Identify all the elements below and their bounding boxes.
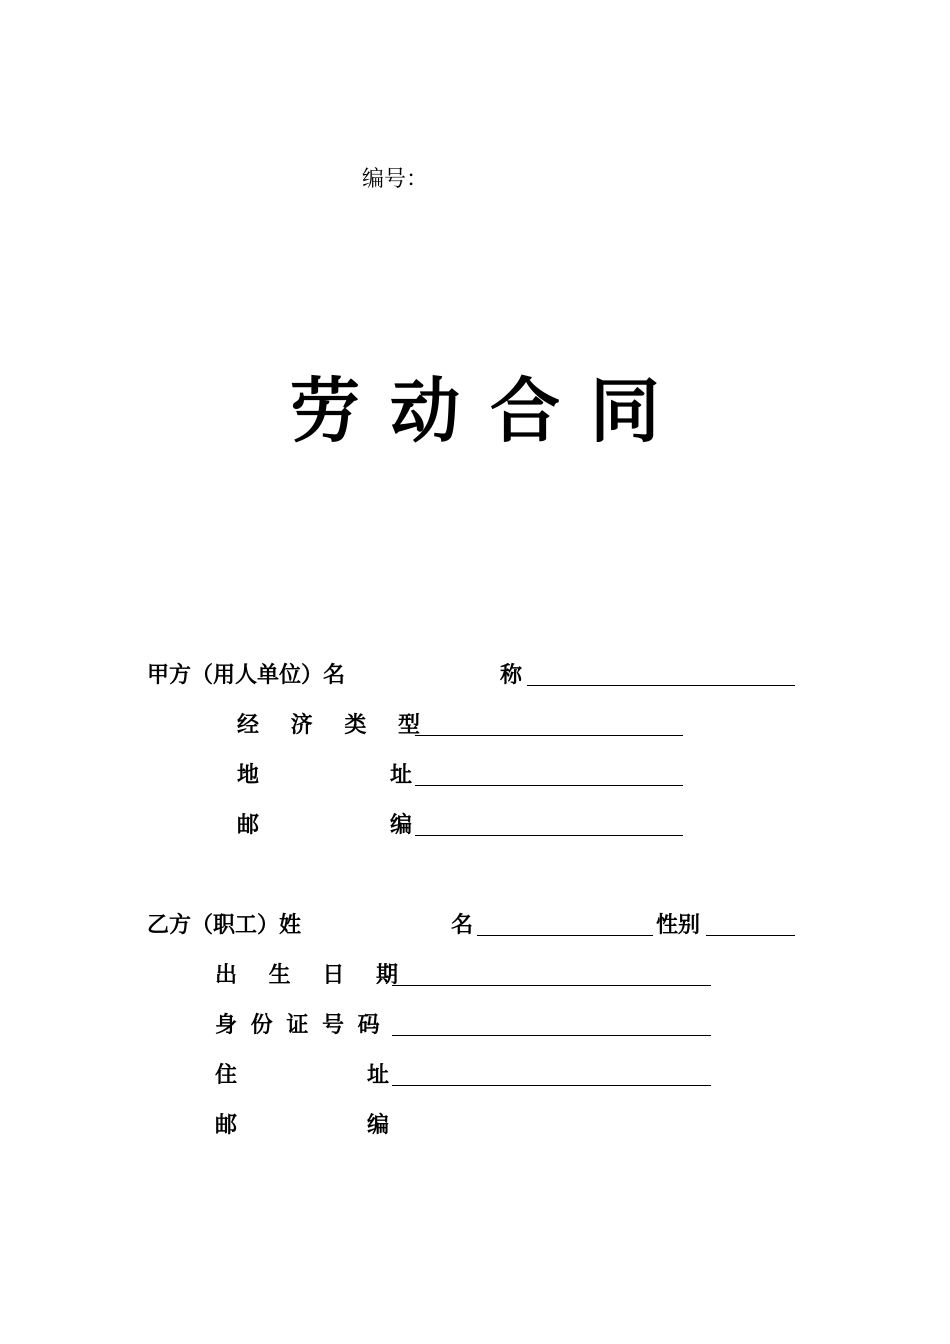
party-a-postcode-field[interactable] (415, 835, 683, 836)
serial-number-label: 编号： (362, 167, 429, 192)
party-b-name-field[interactable] (477, 935, 653, 936)
party-b-name-label-end: 名 (451, 912, 474, 938)
party-a-postcode-label: 邮 (237, 812, 260, 838)
party-b-address-field[interactable] (392, 1085, 711, 1086)
party-b-postcode-label: 邮 (215, 1112, 238, 1138)
party-b-id-number-label: 身 份 证 号 码 (215, 1012, 383, 1038)
party-b-gender-label: 性别 (656, 912, 701, 938)
party-a-address-label-end: 址 (390, 762, 413, 788)
party-a-economic-type-label: 经 济 类 型 (237, 712, 432, 738)
party-a-economic-type-field[interactable] (415, 735, 683, 736)
party-a-name-field[interactable] (527, 685, 795, 686)
party-a-address-label: 地 (237, 762, 260, 788)
party-a-postcode-label-end: 编 (390, 812, 413, 838)
party-b-id-number-field[interactable] (392, 1035, 711, 1036)
party-b-gender-field[interactable] (706, 935, 795, 936)
party-a-name-label: 甲方（用人单位）名 (147, 662, 346, 688)
party-b-postcode-label-end: 编 (367, 1112, 390, 1138)
party-a-name-label-end: 称 (500, 662, 523, 688)
party-b-birth-date-label: 出 生 日 期 (215, 962, 410, 988)
party-b-birth-date-field[interactable] (392, 985, 711, 986)
party-b-address-label-end: 址 (367, 1062, 390, 1088)
page-title: 劳动合同 (290, 369, 690, 452)
party-a-address-field[interactable] (415, 785, 683, 786)
party-b-name-label: 乙方（职工）姓 (147, 912, 302, 938)
party-b-address-label: 住 (215, 1062, 238, 1088)
